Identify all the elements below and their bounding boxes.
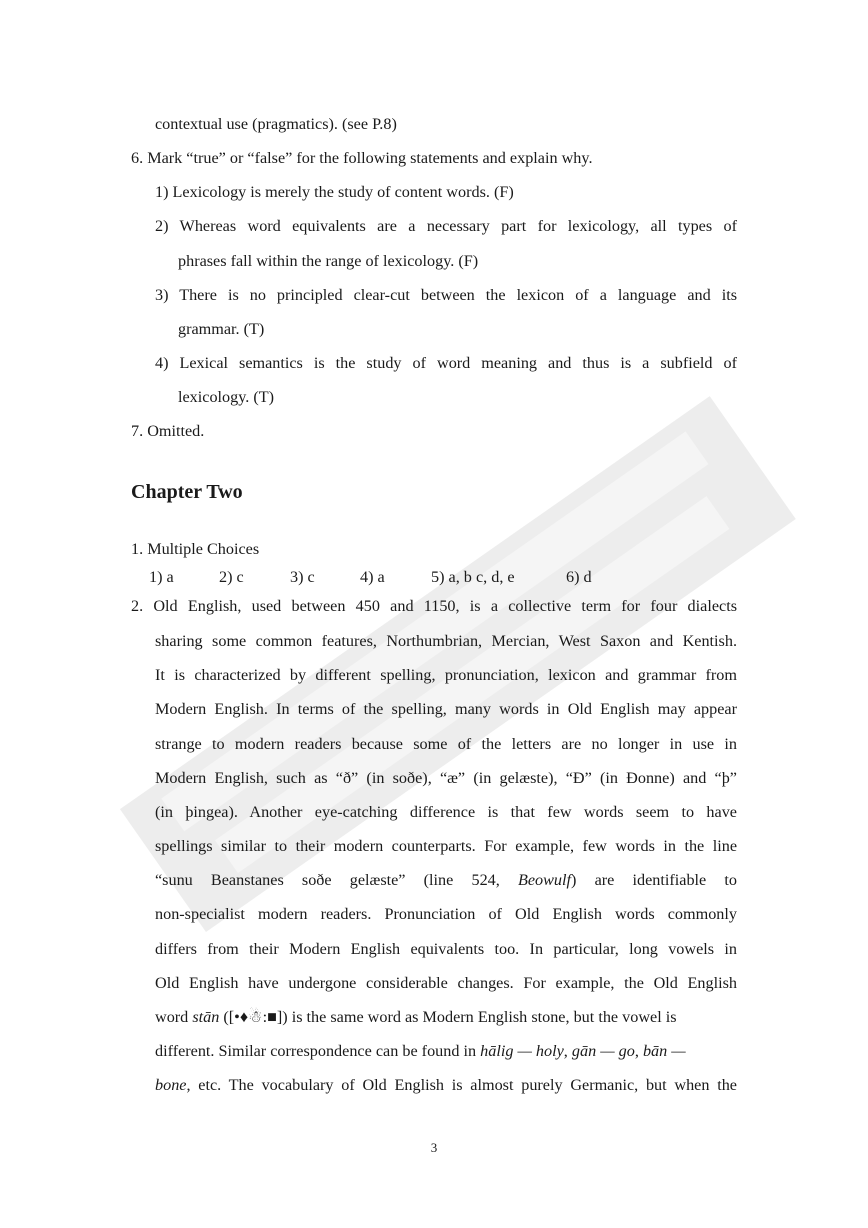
statement-2: 2) Whereas word equivalents are a necessary part for lexicology, all types of	[155, 217, 737, 235]
question-2-line: non-specialist modern readers. Pronunciation of Old English words commonly	[155, 905, 737, 923]
mc-answer: 3) c	[290, 568, 315, 586]
page-number: 3	[430, 1140, 438, 1155]
question-7: 7. Omitted.	[131, 422, 205, 440]
mc-answer: 1) a	[149, 568, 174, 586]
example-pair: gān — go	[571, 1042, 635, 1060]
text-run: ,	[634, 1042, 643, 1060]
statement-4-cont: lexicology. (T)	[178, 388, 275, 406]
mc-answer: 2) c	[219, 568, 244, 586]
question-2-line: differs from their Modern English equivalents too. In particular, long vowels in	[155, 940, 737, 958]
mc-answer: 4) a	[360, 568, 385, 586]
question-2-line: spellings similar to their modern counterparts. For example, few words in the line	[155, 837, 737, 855]
question-6: 6. Mark “true” or “false” for the following statements and explain why.	[131, 149, 593, 167]
chapter-heading: Chapter Two	[131, 481, 243, 503]
question-2-line: sharing some common features, Northumbrian, Mercian, West Saxon and Kentish.	[155, 632, 737, 650]
question-2-line: Old English have undergone considerable changes. For example, the Old English	[155, 974, 737, 992]
statement-2-cont: phrases fall within the range of lexicology. (F)	[178, 252, 479, 270]
title-beowulf: Beowulf	[517, 871, 572, 889]
statement-4: 4) Lexical semantics is the study of word meaning and thus is a subfield of	[155, 354, 737, 372]
question-2-line	[155, 1075, 737, 1095]
text-run: , etc. The vocabulary of Old English is almost purely Germanic, but when the	[186, 1076, 737, 1094]
question-2-line	[155, 1041, 686, 1061]
text-run: ,	[563, 1042, 572, 1060]
text-run: word	[155, 1008, 193, 1026]
question-2-line: Modern English, such as “ð” (in soðe), “æ” (in gelæste), “Ð” (in Ðonne) and “þ”	[155, 769, 737, 787]
text-run: ([•♦☃:■]) is the same word as Modern English stone, but the vowel is	[219, 1008, 677, 1026]
text-run: ) are identifiable to	[571, 871, 737, 889]
multiple-choices-label: 1. Multiple Choices	[131, 540, 260, 558]
question-2-line	[155, 1007, 677, 1027]
question-2-line: 2. Old English, used between 450 and 1150, is a collective term for four dialects	[131, 597, 737, 615]
statement-3-cont: grammar. (T)	[178, 320, 265, 338]
statement-3: 3) There is no principled clear-cut between the lexicon of a language and its	[155, 286, 737, 304]
text-line: contextual use (pragmatics). (see P.8)	[155, 115, 397, 133]
question-2-line: It is characterized by different spelling, pronunciation, lexicon and grammar from	[155, 666, 737, 684]
question-2-line: (in þingea). Another eye-catching difference is that few words seem to have	[155, 803, 737, 821]
text-run: different. Similar correspondence can be found in	[155, 1042, 481, 1060]
example-pair: bān —	[642, 1042, 686, 1060]
old-english-word: stān	[192, 1008, 220, 1026]
question-2-line	[155, 870, 737, 890]
example-word: bone	[155, 1076, 187, 1094]
example-pair: hālig — holy	[480, 1042, 564, 1060]
statement-1: 1) Lexicology is merely the study of content words. (F)	[155, 183, 514, 201]
question-2-line: Modern English. In terms of the spelling, many words in Old English may appear	[155, 700, 737, 718]
mc-answer: 5) a, b c, d, e	[431, 568, 515, 586]
text-run: “sunu Beanstanes soðe gelæste” (line 524,	[155, 871, 518, 889]
question-2-line: strange to modern readers because some of the letters are no longer in use in	[155, 735, 737, 753]
mc-answer: 6) d	[566, 568, 592, 586]
